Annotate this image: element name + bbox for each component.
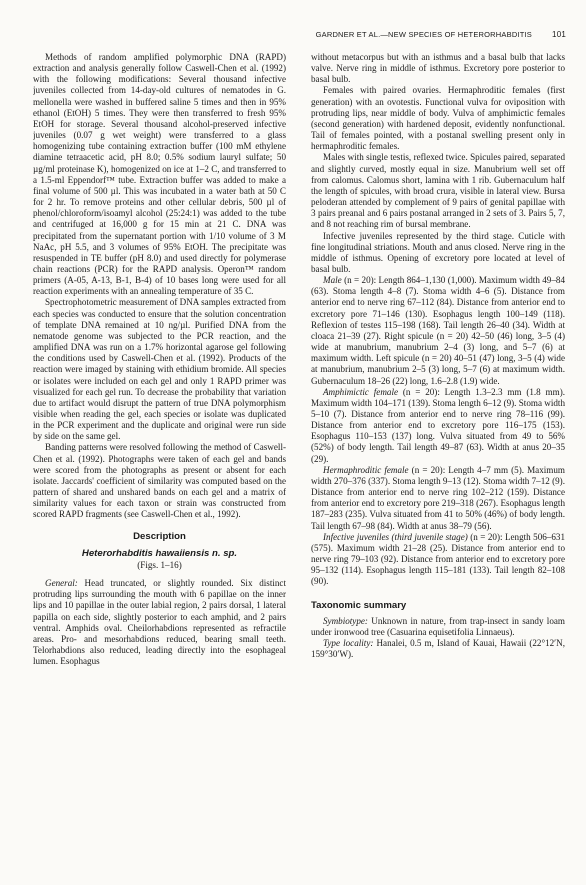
running-head xyxy=(0,30,586,44)
page-number: 101 xyxy=(552,30,566,39)
male-label: Male xyxy=(323,275,342,286)
species-name: Heterorhabditis hawaiiensis n. sp. xyxy=(81,547,238,559)
running-title: GARDNER ET AL.—NEW SPECIES OF HETERORHABDITIS xyxy=(315,30,532,39)
figure-reference: (Figs. 1–16) xyxy=(137,559,182,570)
paragraph-rapd-methods: Methods of random amplified polymorphic DNA (RAPD) extraction and analysis generally follow Caswell-Chen et al. (1992) with the following modifications: Several thousand infective juveniles collected from 14-day-old cultures of nematodes in G. mellonella were washed in buffered saline 5 times and then in 95% ethanol (EtOH) 5 times. They were then transferred to fresh 95% EtOH for storage. Several thousand alcohol-preserved infective juveniles (0.07 g wet weight) were transferred to a glass homogenizing tube containing extraction buffer (100 mM ethylene diamine tetraacetic acid, pH 8.0; 0.5% sodium lauryl sulfate; 50 µg/ml proteinase K), homogenized on ice at 1–2 C, and transferred to a 1.5-ml Eppendorf™ tube. Extraction buffer was added to make a final volume of 500 µl. This was incubated in a water bath at 50 C for 2 hr. To remove proteins and other cellular debris, 500 µl of phenol/chloroform/isoamyl alcohol (25:24:1) was added to the tube and centrifuged at 16,000 g for 15 min at 21 C. DNA was precipitated from the supernatant portion with 1/10 volume of 3 M NaAc, pH 5.5, and 3 volumes of 95% EtOH. The precipitate was resuspended in TE buffer (pH 8.0) and used directly for polymerase chain reactions (PCR) for the RAPD analysis. Operon™ random primers (A-05, A-13, B-1, B-4) of 10 bases long were used for all reaction experiments with an annealing temperature of 35 C. xyxy=(33,52,286,297)
symbiotype-label: Symbiotype: xyxy=(323,615,368,626)
paragraph-hermaphroditic-female xyxy=(311,465,565,532)
paragraph-spectrophotometric: Spectrophotometric measurement of DNA samples extracted from each species was conducted to ensure that the solution concentration of template DNA remained at 10 ng/µl. Purified DNA from the nematode genome was subjected to the PCR reaction, and the amplified DNA was run on a 1.7% horizontal agarose gel following the conditions used by Caswell-Chen et al. (1992). Products of the reaction were imaged by staining with ethidium bromide. All species or isolates were included on each gel and only 1 RAPD primer was visualized for each gel run. To decrease the probability that variation due to artifact would disrupt the pattern of true DNA polymorphism visible when reading the gel, each species or isolate was duplicated in the PCR experiment and the duplicate and original were run side by side on the same gel. xyxy=(33,297,286,442)
amphimictic-text: (n = 20): Length 1.3–2.3 mm (1.8 mm). Maximum width 104–171 (139). Stoma length 6–12 (9). Stoma width 5–10 (7). Distance from anterior end to nerve ring 78–116 (99). Distance from anterior end to excretory pore 116–175 (153). Esophagus 110–153 (137) long. Vulva situated from 49 to 56% (52%) of body length. Tail length 49–87 (63). Width at anus 20–35 (29). xyxy=(311,386,565,464)
paragraph-males: Males with single testis, reflexed twice. Spicules paired, separated and slightly curved, mostly equal in size. Manubrium well set off from calomus. Calomus short, lamina with 1 rib. Gubernaculum half the length of spicules, with broad crura, visible in lateral view. Bursa peloderan attended by complement of 9 pairs of genital papillae with 3 pairs preanal and 6 pairs postanal arranged in 2 sets of 3. Pairs 5, 7, and 8 not reaching rim of bursal membrane. xyxy=(311,152,565,230)
paragraph-infective-measurements xyxy=(311,532,565,588)
paragraph-amphimictic-female xyxy=(311,387,565,465)
left-column xyxy=(33,52,286,879)
infective-label: Infective juveniles (third juvenile stage) xyxy=(323,531,468,542)
male-text: (n = 20): Length 864–1,130 (1,000). Maximum width 49–84 (63). Stoma length 4–8 (7). Stoma width 4–6 (5). Distance from anterior end to nerve ring 67–112 (84). Distance from anterior end to excretory pore 71–146 (130). Esophagus length 100–149 (118). Reflexion of testes 115–198 (168). Tail length 26–40 (34). Width at cloaca 21–39 (27). Right spicule (n = 20) 42–50 (46) long, 3–5 (4) wide at manubrium, manubrium 2–4 (3) long, and 5–7 (6) at maximum width. Left spicule (n = 20) 40–51 (47) long, 3–5 (4) wide at manubrium, manubrium 2–5 (3) long, 5–7 (6) at maximum width. Gubernaculum 18–26 (22) long, 1.6–2.8 (1.9) wide. xyxy=(311,275,565,386)
type-locality-label: Type locality: xyxy=(323,637,374,648)
right-column xyxy=(311,52,565,879)
amphimictic-label: Amphimictic female xyxy=(323,386,399,397)
hermaphroditic-text: (n = 20): Length 4–7 mm (5). Maximum width 270–376 (337). Stoma length 9–13 (12). Stoma width 7–12 (9). Distance from anterior end to nerve ring 102–212 (159). Distance from anterior end to excretory pore 219–318 (267). Esophagus length 187–283 (235). Vulva situated from 41 to 50% (46%) of body length. Tail length 67–98 (84). Width at anus 38–79 (56). xyxy=(311,464,565,531)
paragraph-male-measurements xyxy=(311,275,565,387)
taxonomic-summary-heading: Taxonomic summary xyxy=(311,599,407,611)
paragraph-infective-juveniles: Infective juveniles represented by the third stage. Cuticle with fine longitudinal striations. Mouth and anus closed. Nerve ring in the middle of isthmus. Opening of excretory pore located at level of basal bulb. xyxy=(311,230,565,274)
hermaphroditic-label: Hermaphroditic female xyxy=(323,464,409,475)
paragraph-esophagus-continued: without metacorpus but with an isthmus and a basal bulb that lacks valve. Nerve ring in middle of isthmus. Excretory pore posterior to basal bulb. xyxy=(311,52,565,85)
paragraph-symbiotype xyxy=(311,616,565,638)
type-locality-text: Hanalei, 0.5 m, Island of Kauai, Hawaii (22°12′N, 159°30′W). xyxy=(311,637,565,660)
paragraph-females: Females with paired ovaries. Hermaphroditic females (first generation) with an ovotestis. Functional vulva for oviposition with protruding lips, near middle of body. Vulva of amphimictic females (second generation) with hardened deposit, evidently nonfunctional. Tail of females pointed, with a postanal swelling present only in hermaphroditic females. xyxy=(311,85,565,152)
infective-text: (n = 20): Length 506–631 (575). Maximum width 21–28 (25). Distance from anterior end to nerve ring 79–103 (92). Distance from anterior end to excretory pore 95–132 (114). Esophagus length 115–181 (133). Tail length 82–108 (90). xyxy=(311,531,565,587)
paragraph-general xyxy=(33,578,286,667)
general-text: Head truncated, or slightly rounded. Six distinct protruding lips surrounding the mouth with 6 papillae on the inner lips and 10 papillae in the outer labial region, 2 pairs dorsal, 1 lateral papilla on each side, slightly posterior to each amphid, and 2 pairs ventral. Amphids oval. Cheilorhabdions represented as refractile areas. Pro- and mesorhabdions reduced, bearing small teeth. Telorhabdions also reduced, leading directly into the esophageal lumen. Esophagus xyxy=(33,578,286,667)
general-label: General: xyxy=(45,578,78,589)
species-title xyxy=(33,548,286,559)
paragraph-banding-patterns: Banding patterns were resolved following the method of Caswell-Chen et al. (1992). Photographs were taken of each gel and bands were scored from the photographs as present or absent for each isolate. Jaccards' coefficient of similarity was computed based on the pattern of shared and unshared bands on each gel and a matrix of similarity values for each taxon or strain was constructed from scored RAPD fragments (see Caswell-Chen et al., 1992). xyxy=(33,442,286,520)
description-heading: Description xyxy=(133,530,186,542)
paragraph-type-locality xyxy=(311,638,565,660)
symbiotype-text: Unknown in nature, from trap-insect in sandy loam under ironwood tree (Casuarina equisetifolia Linnaeus). xyxy=(311,615,565,637)
